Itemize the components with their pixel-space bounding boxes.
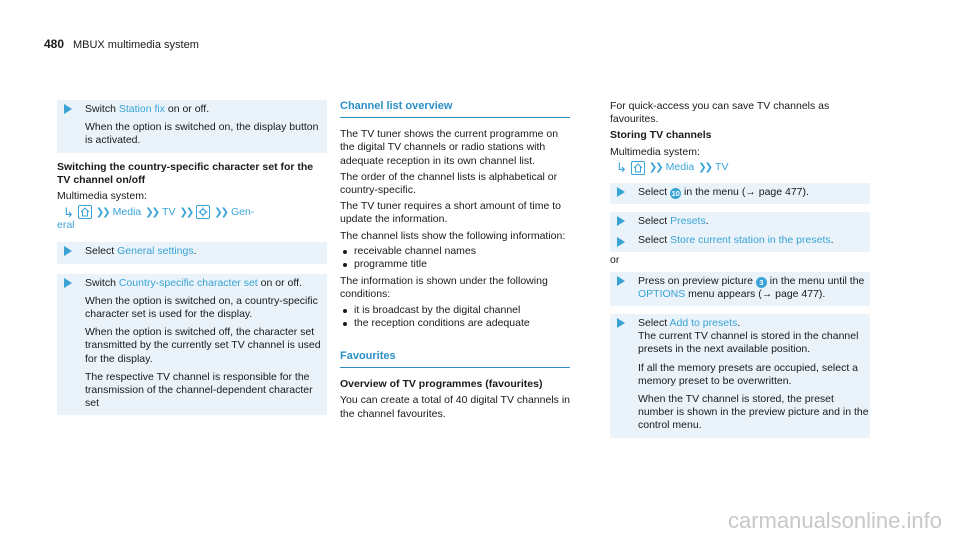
column-right — [610, 100, 870, 438]
list-item: it is broadcast by the digital channel — [340, 304, 570, 317]
list-item: programme title — [340, 258, 570, 271]
chevron-icon: ❯❯ — [698, 162, 712, 174]
add-to-presets-link[interactable]: Add to presets — [669, 317, 738, 330]
step-store-station: Select Store current station in the presets. — [610, 233, 870, 252]
arrow-icon — [63, 104, 73, 114]
menu-path: ↳ ❯❯ Media ❯❯ TV — [616, 160, 729, 176]
heading-overview-favourites: Overview of TV programmes (favourites) — [340, 378, 543, 391]
step-general-settings: Select General settings. — [57, 242, 327, 263]
step-press-preview: Press on preview picture 3 in the menu until the OPTIONS menu appears (→ page 477). — [610, 272, 870, 306]
step-add-to-presets: Select Add to presets. The current TV channel is stored in the channel presets in the next available position. If all the memory presets are occupied, select a memory preset to be overwritten. When the TV channel is stored, the preset number is shown in the preview picture and in the control menu. — [610, 314, 870, 438]
page-number: 480 — [44, 37, 65, 51]
list-item: receivable channel names — [340, 245, 570, 258]
store-current-station-link[interactable]: Store current station in the presets — [670, 234, 831, 247]
home-icon — [78, 205, 92, 219]
column-left — [57, 100, 327, 415]
heading-storing-tv: Storing TV channels — [610, 129, 712, 142]
callout-number-3: 3 — [756, 277, 767, 288]
watermark: carmanualsonline.info — [727, 507, 942, 533]
bullet-list-info — [340, 245, 570, 271]
page-title: MBUX multimedia system — [72, 39, 199, 51]
list-item: the reception conditions are adequate — [340, 317, 570, 330]
chevron-icon: ❯❯ — [145, 206, 159, 218]
arrow-icon — [63, 246, 73, 256]
return-arrow-icon: ↳ — [616, 160, 627, 176]
step-presets: Select Presets. — [610, 212, 870, 233]
or-label: or — [610, 254, 620, 267]
section-title-favourites: Favourites — [340, 350, 570, 368]
step-station-fix: Switch Station fix on or off. When the option is switched on, the display button is activated. — [57, 100, 327, 153]
arrow-icon — [63, 278, 73, 288]
page-header — [44, 38, 199, 52]
arrow-icon — [616, 237, 626, 247]
heading-country-charset: Switching the country-specific character set for the TV channel on/off — [57, 160, 314, 186]
section-country-charset: Switching the country-specific character set for the TV channel on/off Multimedia system: ↳ ❯❯ Media ❯❯ TV ❯❯ ❯❯ Gen- eral — [57, 161, 327, 233]
chevron-icon: ❯❯ — [648, 162, 662, 174]
section-title-channel-list: Channel list overview — [340, 100, 570, 118]
chevron-icon: ❯❯ — [214, 206, 227, 218]
presets-link[interactable]: Presets — [670, 215, 706, 228]
options-link[interactable]: OPTIONS — [638, 287, 686, 300]
storing-intro: For quick-access you can save TV channels as favourites. Storing TV channels Multimedia system: ↳ ❯❯ Media ❯❯ TV — [610, 100, 870, 175]
return-arrow-icon: ↳ — [63, 204, 74, 220]
chevron-icon: ❯❯ — [179, 206, 193, 218]
menu-path: ↳ ❯❯ Media ❯❯ TV ❯❯ ❯❯ Gen- — [63, 204, 255, 220]
favourites-text: Overview of TV programmes (favourites) You can create a total of 40 digital TV channels in the channel favourites. — [340, 378, 570, 420]
channel-list-text: The TV tuner shows the current programme on the digital TV channels or radio stations with adequate reception in its own channel list. The order of the channel lists is alphabetical or country-specific. The TV tuner requires a short amount of time to update the information. The channel lists show the following information: receivable channel names programme title The information is shown under the following conditions: it is broadcast by the digital channel the reception conditions are adequate — [340, 128, 570, 330]
arrow-icon — [616, 216, 626, 226]
arrow-icon — [616, 187, 626, 197]
station-fix-link[interactable]: Station fix — [118, 103, 165, 115]
callout-number-10: 10 — [671, 188, 680, 198]
settings-icon — [196, 205, 210, 219]
chevron-icon: ❯❯ — [95, 206, 109, 218]
home-icon — [631, 161, 645, 175]
country-charset-link[interactable]: Country-specific character set — [118, 276, 258, 289]
general-settings-link[interactable]: General settings — [117, 245, 194, 258]
column-middle — [340, 100, 570, 421]
step-select-10: Select 10 in the menu (→ page 477). — [610, 183, 870, 204]
arrow-icon — [616, 318, 626, 328]
step-country-charset: Switch Country-specific character set on or off. When the option is switched on, a country-specific character set is used for the display. When the option is switched off, the character set transmitted by the currently set TV channel is used for the display. The respective TV channel is responsible for the transmission of the channel-dependent character set — [57, 274, 327, 416]
arrow-icon — [616, 276, 626, 286]
bullet-list-conditions — [340, 304, 570, 330]
